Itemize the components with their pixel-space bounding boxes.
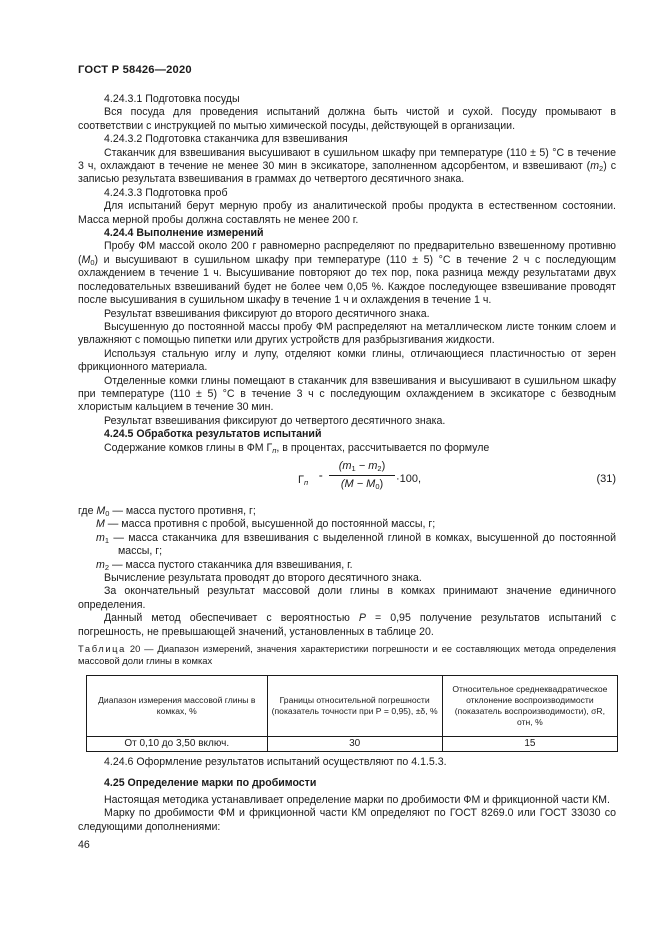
- paragraph: Используя стальную иглу и лупу, отделяют комки глины, отличающиеся пластичностью от зерен фрикционного материала.: [78, 347, 616, 374]
- paragraph: Стаканчик для взвешивания высушивают в сушильном шкафу при температуре (110 ± 5) °С в течение 3 ч, охлаждают в течение не менее 30 мин в эксикаторе, заполненном адсорбентом, и взвешивают $(m_2)$ с записью результата взвешивания в граммах до четвертого десятичного знака.: [78, 146, 616, 186]
- table-cell: 15: [442, 737, 617, 752]
- paragraph: Настоящая методика устанавливает определение марки по дробимости ФМ и фрикционной части КМ.: [104, 793, 610, 806]
- table-row: [87, 737, 618, 752]
- subsection-title-4-24-3-1: 4.24.3.1 Подготовка посуды: [104, 93, 240, 105]
- table-cell: 30: [267, 737, 442, 752]
- formula-numerator: $(m_1 - m_2)$: [329, 460, 395, 476]
- table-header-cell: Границы относительной погрешности (показатель точности при Р = 0,95), ±δ, %: [267, 676, 442, 737]
- paragraph-4-24-6: 4.24.6 Оформление результатов испытаний осуществляют по 4.1.5.3.: [104, 756, 447, 769]
- document-header: ГОСТ Р 58426—2020: [78, 64, 192, 76]
- formula-31: [78, 457, 616, 503]
- paragraph: Высушенную до постоянной массы пробу ФМ распределяют на металлическом листе тонким слоем и увлажняют с помощью пипетки или других устройств для разбрызгивания жидкости.: [78, 320, 616, 347]
- table-header-cell: Диапазон измерения массовой глины в комках, %: [87, 676, 268, 737]
- paragraph: Результат взвешивания фиксируют до четвертого десятичного знака.: [104, 414, 446, 427]
- paragraph: За окончательный результат массовой доли глины в комках принимают значение единичного определения.: [78, 585, 616, 611]
- formula-fraction: [329, 460, 395, 492]
- section-heading-4-25: 4.25 Определение марки по дробимости: [104, 777, 317, 790]
- paragraph: Отделенные комки глины помещают в стаканчик для взвешивания и высушивают в сушильном шкафу при температуре (110 ± 5) °С в течение 3 ч с последующим охлаждением в эксикаторе с безводным хлористым кальцием в течение 30 мин.: [78, 374, 616, 414]
- table-caption: Таблица 20 — Диапазон измерений, значения характеристики погрешности и ее составляющих метода определения массовой доли глины в комках: [78, 643, 616, 667]
- formula-multiplier: ·100,: [396, 472, 422, 485]
- paragraph: Содержание комков глины в ФМ $Г_п$, в процентах, рассчитывается по формуле: [104, 441, 490, 455]
- definition-m1: $m_1$ — масса стаканчика для взвешивания с выделенной глиной в комках, высушенной до постоянной массы, г;: [96, 531, 616, 558]
- page-content: [78, 93, 616, 834]
- page-number: 46: [78, 839, 90, 851]
- section-heading-4-24-5: 4.24.5 Обработка результатов испытаний: [104, 428, 322, 441]
- equation-number: (31): [596, 472, 616, 485]
- formula-lhs: $Г_п$: [298, 473, 309, 487]
- subsection-title-4-24-3-3: 4.24.3.3 Подготовка проб: [104, 186, 228, 199]
- paragraph: Данный метод обеспечивает с вероятностью Р = 0,95 получение результатов испытаний с погрешность, не превышающей значений, установленных в таблице 20.: [78, 612, 617, 638]
- definition-M: M — масса противня с пробой, высушенной до постоянной массы, г;: [96, 518, 436, 531]
- paragraph: Вся посуда для проведения испытаний должна быть чистой и сухой. Посуду промывают в соответствии с инструкцией по мытью химической посуды, действующей в организации.: [78, 106, 616, 132]
- paragraph: Результат взвешивания фиксируют до второго десятичного знака.: [104, 307, 430, 320]
- definition-m0: где $M_0$ — масса пустого противня, г;: [78, 504, 256, 518]
- table-20: [86, 675, 618, 752]
- table-cell: От 0,10 до 3,50 включ.: [87, 737, 268, 752]
- subsection-title-4-24-3-2: 4.24.3.2 Подготовка стаканчика для взвешивания: [104, 133, 348, 146]
- variable-definitions: [78, 505, 616, 572]
- paragraph: Для испытаний берут мерную пробу из аналитической пробы продукта в естественном состоянии. Масса мерной пробы должна составлять не менее 200 г.: [78, 200, 616, 226]
- formula-equals: =: [319, 473, 323, 480]
- paragraph: Вычисление результата проводят до второго десятичного знака.: [104, 572, 422, 584]
- paragraph: Пробу ФМ массой около 200 г равномерно распределяют по предварительно взвешенному противню $(M_0)$ и высушивают в сушильном шкафу при температуре (110 ± 5) °С в течение 2 ч с последующим охлаждением в течение 1 ч. Высушивание повторяют до тех пор, пока разница между результатами двух последовательных взвешиваний будет не более чем 0,05 %. Каждое последующее взвешивание проводят после высушивания в сушильном шкафу в течение 1 ч и охлаждения в течение 1 ч.: [78, 240, 616, 307]
- paragraph: Марку по дробимости ФМ и фрикционной части КМ определяют по ГОСТ 8269.0 или ГОСТ 33030 со следующими дополнениями:: [78, 807, 616, 833]
- table-header-row: [87, 676, 618, 737]
- section-heading-4-24-4: 4.24.4 Выполнение измерений: [104, 227, 264, 240]
- definition-m2: $m_2$ — масса пустого стаканчика для взвешивания, г.: [96, 558, 353, 572]
- formula-denominator: $(M - M_0)$: [340, 478, 384, 492]
- table-header-cell: Относительное среднеквадратическое отклонение воспроизводимости (показатель воспроизводимости), σR, отн, %: [442, 676, 617, 737]
